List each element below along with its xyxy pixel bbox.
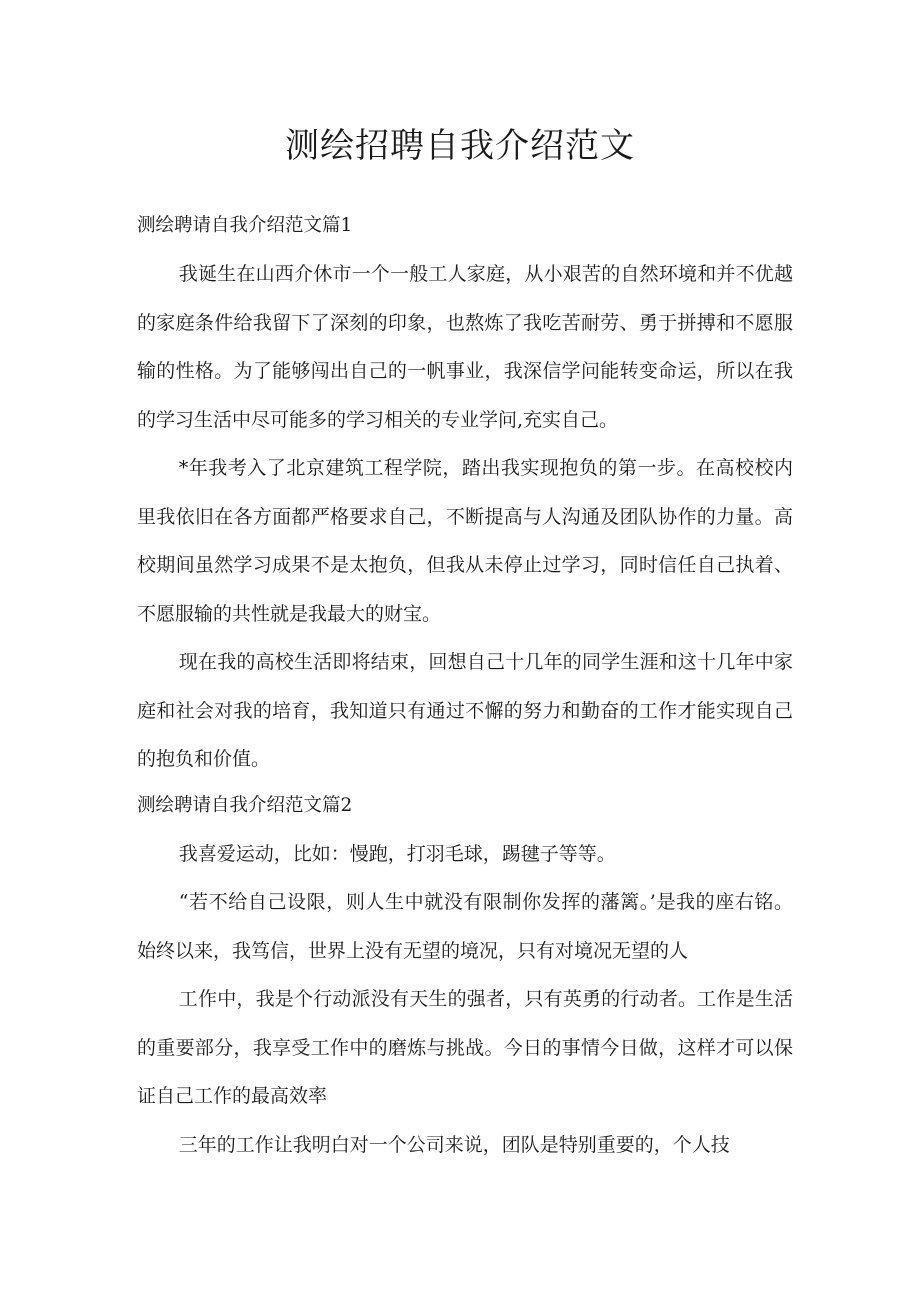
paragraph: 我诞生在山西介休市一个一般工人家庭，从小艰苦的自然环境和并不优越的家庭条件给我留下了深刻的印象，也熬炼了我吃苦耐劳、勇于拼搏和不愿服输的性格。为了能够闯出自己的一帆事业，我深信学问能转变命运，所以在我的学习生活中尽可能多的学习相关的专业学问,充实自己。 (137, 263, 793, 431)
section-1 (137, 206, 793, 784)
paragraph: 现在我的高校生活即将结束，回想自己十几年的同学生涯和这十几年中家庭和社会对我的培育，我知道只有通过不懈的努力和勤奋的工作才能实现自己的抱负和价值。 (137, 651, 793, 770)
paragraph: 三年的工作让我明白对一个公司来说，团队是特别重要的，个人技 (178, 1133, 730, 1156)
paragraph: 工作中，我是个行动派没有天生的强者，只有英勇的行动者。工作是生活的重要部分，我享受工作中的磨炼与挑战。今日的事情今日做，这样才可以保证自己工作的最高效率 (137, 988, 793, 1107)
section-heading: 测绘聘请自我介绍范文篇1 (137, 215, 353, 236)
document-title: 测绘招聘自我介绍范文 (285, 126, 635, 166)
section-2 (137, 786, 793, 1170)
section-heading: 测绘聘请自我介绍范文篇2 (137, 794, 353, 816)
paragraph: 我喜爱运动，比如：慢跑，打羽毛球，踢毽子等等。 (178, 842, 616, 865)
document-body (137, 206, 793, 1169)
paragraph: “若不给自己设限，则人生中就没有限制你发挥的藩篱。’是我的座右铭。始终以来，我笃信，世界上没有无望的境况，只有对境况无望的人 (137, 891, 793, 962)
paragraph: *年我考入了北京建筑工程学院，踏出我实现抱负的第一步。在高校校内里我依旧在各方面都严格要求自己，不断提高与人沟通及团队协作的力量。高校期间虽然学习成果不是太抱负，但我从未停止过学习，同时信任自己执着、不愿服输的共性就是我最大的财宝。 (137, 457, 793, 625)
